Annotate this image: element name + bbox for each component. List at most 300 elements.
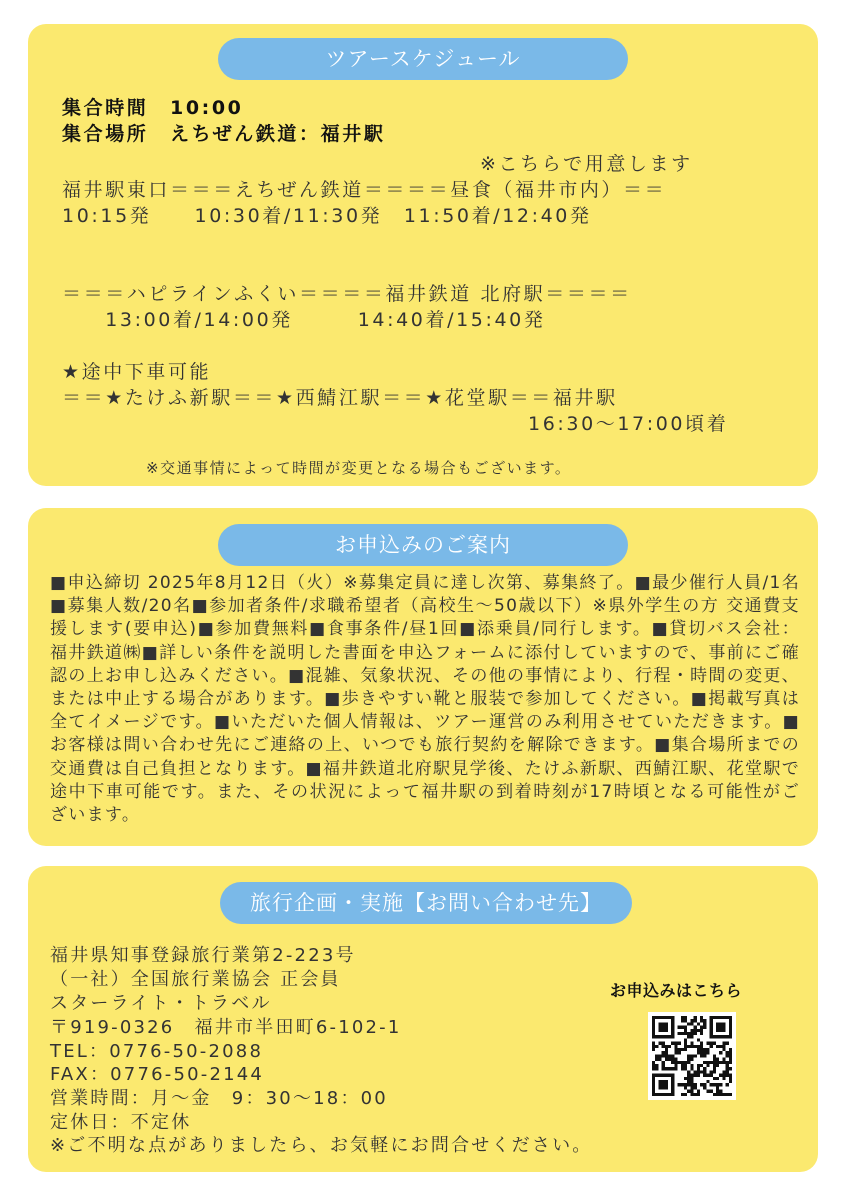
qr-module xyxy=(662,1022,665,1025)
qr-module xyxy=(668,1074,671,1077)
qr-module xyxy=(729,1077,732,1080)
qr-module xyxy=(706,1064,709,1067)
qr-module xyxy=(726,1064,729,1067)
qr-module xyxy=(671,1067,674,1070)
qr-module xyxy=(729,1061,732,1064)
qr-module xyxy=(681,1032,684,1035)
qr-module xyxy=(703,1061,706,1064)
qr-module xyxy=(655,1054,658,1057)
qr-module xyxy=(690,1080,693,1083)
qr-module xyxy=(652,1090,655,1093)
qr-module xyxy=(652,1093,655,1096)
qr-code-graphic[interactable] xyxy=(652,1016,732,1096)
qr-module xyxy=(722,1074,725,1077)
qr-module xyxy=(652,1019,655,1022)
qr-module xyxy=(652,1074,655,1077)
qr-module xyxy=(662,1035,665,1038)
qr-module xyxy=(703,1019,706,1022)
qr-module xyxy=(719,1045,722,1048)
qr-module xyxy=(703,1054,706,1057)
qr-module xyxy=(665,1026,668,1029)
qr-module xyxy=(665,1093,668,1096)
contact-closed: 定休日：不定休 xyxy=(50,1112,192,1133)
qr-module xyxy=(700,1070,703,1073)
qr-module xyxy=(697,1064,700,1067)
qr-module xyxy=(652,1042,655,1045)
qr-module xyxy=(678,1042,681,1045)
qr-module xyxy=(684,1029,687,1032)
qr-module xyxy=(697,1070,700,1073)
qr-module xyxy=(722,1016,725,1019)
qr-module xyxy=(710,1045,713,1048)
qr-module xyxy=(684,1093,687,1096)
qr-module xyxy=(652,1064,655,1067)
route-segment-1: 福井駅東口＝＝＝えちぜん鉄道＝＝＝＝昼食（福井市内）＝＝ xyxy=(62,179,667,201)
qr-module xyxy=(710,1026,713,1029)
qr-module xyxy=(690,1032,693,1035)
qr-module xyxy=(684,1061,687,1064)
qr-module xyxy=(697,1045,700,1048)
qr-module xyxy=(722,1045,725,1048)
qr-module xyxy=(716,1058,719,1061)
qr-module xyxy=(684,1032,687,1035)
qr-module xyxy=(665,1058,668,1061)
qr-module xyxy=(710,1016,713,1019)
qr-module xyxy=(681,1016,684,1019)
qr-module xyxy=(662,1051,665,1054)
qr-module xyxy=(668,1035,671,1038)
qr-module xyxy=(719,1093,722,1096)
qr-module xyxy=(671,1074,674,1077)
qr-module xyxy=(681,1048,684,1051)
schedule-heading: ツアースケジュール xyxy=(218,38,628,80)
qr-module xyxy=(726,1083,729,1086)
qr-module xyxy=(652,1077,655,1080)
qr-module xyxy=(690,1074,693,1077)
qr-module xyxy=(658,1042,661,1045)
qr-module xyxy=(671,1026,674,1029)
contact-fax: FAX：0776-50-2144 xyxy=(50,1064,265,1085)
qr-module xyxy=(729,1080,732,1083)
qr-module xyxy=(722,1077,725,1080)
qr-module xyxy=(678,1083,681,1086)
qr-module xyxy=(719,1090,722,1093)
qr-module xyxy=(700,1048,703,1051)
qr-module xyxy=(674,1064,677,1067)
qr-module xyxy=(662,1061,665,1064)
qr-module xyxy=(700,1026,703,1029)
qr-module xyxy=(665,1035,668,1038)
qr-module xyxy=(694,1019,697,1022)
qr-module xyxy=(729,1016,732,1019)
qr-module xyxy=(726,1061,729,1064)
qr-module xyxy=(694,1083,697,1086)
contact-panel xyxy=(28,866,818,1172)
qr-module xyxy=(690,1067,693,1070)
qr-module xyxy=(658,1086,661,1089)
qr-module xyxy=(674,1042,677,1045)
qr-module xyxy=(729,1029,732,1032)
qr-module xyxy=(719,1074,722,1077)
qr-module xyxy=(697,1048,700,1051)
qr-module xyxy=(716,1064,719,1067)
qr-module xyxy=(655,1093,658,1096)
qr-module xyxy=(729,1093,732,1096)
qr-module xyxy=(710,1061,713,1064)
qr-module xyxy=(652,1029,655,1032)
qr-module xyxy=(729,1032,732,1035)
qr-module xyxy=(652,1083,655,1086)
qr-module xyxy=(687,1022,690,1025)
apply-label: お申込みはこちら xyxy=(610,981,743,1000)
qr-module xyxy=(668,1045,671,1048)
qr-module xyxy=(684,1083,687,1086)
qr-module xyxy=(658,1035,661,1038)
qr-module xyxy=(678,1032,681,1035)
qr-module xyxy=(687,1070,690,1073)
qr-module xyxy=(652,1086,655,1089)
qr-module xyxy=(652,1026,655,1029)
qr-module xyxy=(729,1067,732,1070)
qr-module xyxy=(703,1074,706,1077)
qr-module xyxy=(716,1083,719,1086)
meet-place: 集合場所 えちぜん鉄道：福井駅 xyxy=(62,123,386,145)
qr-module xyxy=(694,1026,697,1029)
qr-module xyxy=(713,1016,716,1019)
qr-module xyxy=(713,1093,716,1096)
qr-module xyxy=(687,1083,690,1086)
qr-module xyxy=(690,1086,693,1089)
qr-module xyxy=(710,1042,713,1045)
qr-module xyxy=(690,1093,693,1096)
qr-module xyxy=(700,1042,703,1045)
qr-module xyxy=(710,1083,713,1086)
qr-module xyxy=(674,1051,677,1054)
qr-module xyxy=(690,1058,693,1061)
qr-module xyxy=(678,1026,681,1029)
qr-module xyxy=(681,1061,684,1064)
qr-module xyxy=(652,1032,655,1035)
contact-company: スターライト・トラベル xyxy=(50,993,272,1014)
contact-note: ※ご不明な点がありましたら、お気軽にお問合せください。 xyxy=(50,1135,593,1156)
route-segment-2: ＝＝＝ハピラインふくい＝＝＝＝福井鉄道 北府駅＝＝＝＝ xyxy=(62,283,632,305)
qr-module xyxy=(729,1074,732,1077)
qr-module xyxy=(687,1061,690,1064)
qr-module xyxy=(681,1067,684,1070)
qr-module xyxy=(713,1035,716,1038)
qr-module xyxy=(684,1026,687,1029)
qr-module xyxy=(719,1029,722,1032)
qr-module xyxy=(662,1086,665,1089)
qr-module xyxy=(668,1058,671,1061)
qr-module xyxy=(700,1019,703,1022)
qr-module xyxy=(703,1086,706,1089)
qr-module xyxy=(713,1077,716,1080)
qr-module xyxy=(681,1083,684,1086)
qr-module xyxy=(706,1080,709,1083)
qr-module xyxy=(722,1042,725,1045)
qr-module xyxy=(700,1045,703,1048)
qr-module xyxy=(706,1090,709,1093)
qr-module xyxy=(716,1029,719,1032)
qr-module xyxy=(687,1090,690,1093)
qr-module xyxy=(703,1070,706,1073)
qr-module xyxy=(700,1054,703,1057)
qr-module xyxy=(662,1064,665,1067)
qr-module xyxy=(710,1035,713,1038)
qr-module xyxy=(655,1045,658,1048)
qr-module xyxy=(665,1080,668,1083)
qr-module xyxy=(719,1061,722,1064)
qr-module xyxy=(671,1083,674,1086)
qr-module xyxy=(684,1042,687,1045)
qr-module xyxy=(722,1022,725,1025)
qr-module xyxy=(658,1016,661,1019)
qr-module xyxy=(694,1054,697,1057)
qr-module xyxy=(694,1016,697,1019)
qr-module xyxy=(713,1070,716,1073)
qr-module xyxy=(697,1074,700,1077)
lunch-note: ※こちらで用意します xyxy=(480,153,693,175)
route-times-1: 10:15発 10:30着/11:30発 11:50着/12:40発 xyxy=(62,205,592,227)
contact-registration: 福井県知事登録旅行業第2-223号 xyxy=(50,945,356,966)
qr-module xyxy=(719,1022,722,1025)
qr-module xyxy=(658,1058,661,1061)
qr-module xyxy=(687,1074,690,1077)
qr-module xyxy=(694,1074,697,1077)
qr-module xyxy=(665,1016,668,1019)
qr-module xyxy=(700,1064,703,1067)
qr-module xyxy=(674,1045,677,1048)
qr-module xyxy=(700,1083,703,1086)
qr-module xyxy=(706,1048,709,1051)
qr-module xyxy=(671,1093,674,1096)
qr-module xyxy=(722,1026,725,1029)
qr-module xyxy=(706,1061,709,1064)
contact-hours: 営業時間：月〜金 9：30〜18：00 xyxy=(50,1088,388,1109)
qr-module xyxy=(658,1093,661,1096)
qr-module xyxy=(729,1051,732,1054)
qr-module xyxy=(671,1077,674,1080)
qr-module xyxy=(658,1080,661,1083)
qr-module xyxy=(726,1070,729,1073)
qr-module xyxy=(674,1048,677,1051)
qr-module xyxy=(722,1070,725,1073)
qr-module xyxy=(687,1045,690,1048)
qr-module xyxy=(713,1083,716,1086)
qr-module xyxy=(700,1032,703,1035)
qr-module xyxy=(658,1074,661,1077)
qr-module xyxy=(665,1086,668,1089)
qr-module xyxy=(655,1058,658,1061)
qr-module xyxy=(706,1042,709,1045)
qr-module xyxy=(652,1022,655,1025)
qr-module xyxy=(729,1058,732,1061)
qr-module xyxy=(713,1064,716,1067)
qr-module xyxy=(671,1054,674,1057)
schedule-panel xyxy=(28,24,818,486)
qr-module xyxy=(668,1067,671,1070)
qr-module xyxy=(716,1045,719,1048)
qr-module xyxy=(671,1032,674,1035)
qr-module xyxy=(710,1032,713,1035)
qr-module xyxy=(687,1054,690,1057)
qr-module xyxy=(713,1054,716,1057)
qr-module xyxy=(697,1051,700,1054)
qr-module xyxy=(690,1029,693,1032)
qr-module xyxy=(678,1048,681,1051)
qr-module xyxy=(671,1016,674,1019)
qr-module xyxy=(710,1022,713,1025)
qr-module xyxy=(706,1051,709,1054)
qr-module xyxy=(671,1029,674,1032)
qr-module xyxy=(713,1061,716,1064)
qr-module xyxy=(678,1061,681,1064)
qr-module xyxy=(652,1080,655,1083)
qr-module xyxy=(662,1054,665,1057)
qr-module xyxy=(729,1022,732,1025)
qr-module xyxy=(652,1045,655,1048)
qr-module xyxy=(722,1093,725,1096)
qr-module xyxy=(662,1045,665,1048)
qr-module xyxy=(690,1019,693,1022)
qr-module xyxy=(697,1029,700,1032)
qr-module xyxy=(690,1042,693,1045)
qr-module xyxy=(703,1022,706,1025)
qr-module xyxy=(684,1077,687,1080)
qr-module xyxy=(690,1064,693,1067)
qr-module xyxy=(722,1029,725,1032)
qr-module xyxy=(719,1035,722,1038)
qr-module xyxy=(703,1083,706,1086)
qr-module xyxy=(694,1029,697,1032)
schedule-footnote: ※交通事情によって時間が変更となる場合もございます。 xyxy=(146,459,572,477)
qr-module xyxy=(665,1067,668,1070)
qr-module xyxy=(671,1022,674,1025)
qr-module xyxy=(652,1035,655,1038)
qr-module xyxy=(729,1054,732,1057)
qr-module xyxy=(726,1054,729,1057)
qr-module xyxy=(694,1093,697,1096)
qr-module xyxy=(726,1016,729,1019)
qr-module xyxy=(662,1029,665,1032)
qr-module xyxy=(655,1074,658,1077)
qr-module xyxy=(655,1035,658,1038)
application-heading: お申込みのご案内 xyxy=(218,524,628,566)
qr-module xyxy=(665,1051,668,1054)
contact-heading: 旅行企画・実施【お問い合わせ先】 xyxy=(220,882,632,924)
qr-module xyxy=(652,1067,655,1070)
qr-module xyxy=(690,1090,693,1093)
qr-module xyxy=(719,1016,722,1019)
qr-module xyxy=(678,1051,681,1054)
stopover-label: ★途中下車可能 xyxy=(62,361,212,383)
application-body: ■申込締切 2025年8月12日（火）※募集定員に達し次第、募集終了。■最少催行人員/1名■募集人数/20名■参加者条件/求職希望者（高校生〜50歳以下）※県外学生の方 交通費支援します(要申込)■参加費無料■食事条件/昼1回■添乗員/同行します。■貸切バス会社：福井鉄道㈱■詳しい条件を説明した書面を申込フォームに添付していますので、事前にご確認の上お申し込みください。■混雑、気象状況、その他の事情により、行程・時間の変更、または中止する場合があります。■歩きやすい靴と服装で参加してください。■掲載写真は全てイメージです。■いただいた個人情報は、ツアー運営のみ利用させていただきます。■お客様は問い合わせ先にご連絡の上、いつでも旅行契約を解除できます。■集合場所までの交通費は自己負担となります。■福井鉄道北府駅見学後、たけふ新駅、西鯖江駅、花堂駅で途中下車可能です。また、その状況によって福井駅の到着時刻が17時頃となる可能性がございます。 xyxy=(50,573,800,826)
qr-module xyxy=(694,1086,697,1089)
qr-module xyxy=(722,1058,725,1061)
qr-module xyxy=(665,1022,668,1025)
qr-module xyxy=(722,1048,725,1051)
contact-address: 〒919-0326 福井市半田町6-102-1 xyxy=(50,1017,402,1038)
qr-module xyxy=(665,1054,668,1057)
qr-module xyxy=(684,1086,687,1089)
route-segment-3: ＝＝★たけふ新駅＝＝★西鯖江駅＝＝★花堂駅＝＝福井駅 xyxy=(62,387,618,409)
qr-code-icon[interactable] xyxy=(648,1012,736,1100)
qr-module xyxy=(703,1067,706,1070)
qr-module xyxy=(658,1029,661,1032)
qr-module xyxy=(665,1045,668,1048)
qr-module xyxy=(652,1061,655,1064)
qr-module xyxy=(719,1083,722,1086)
qr-module xyxy=(697,1090,700,1093)
qr-module xyxy=(658,1026,661,1029)
qr-module xyxy=(726,1074,729,1077)
route-times-2: 13:00着/14:00発 14:40着/15:40発 xyxy=(62,309,546,331)
qr-module xyxy=(697,1093,700,1096)
qr-module xyxy=(729,1048,732,1051)
qr-module xyxy=(671,1035,674,1038)
qr-module xyxy=(713,1067,716,1070)
qr-module xyxy=(716,1090,719,1093)
qr-module xyxy=(726,1067,729,1070)
qr-module xyxy=(662,1074,665,1077)
qr-module xyxy=(687,1032,690,1035)
qr-module xyxy=(710,1074,713,1077)
qr-module xyxy=(665,1048,668,1051)
qr-module xyxy=(668,1093,671,1096)
qr-module xyxy=(700,1016,703,1019)
qr-module xyxy=(674,1067,677,1070)
qr-module xyxy=(662,1067,665,1070)
qr-module xyxy=(700,1029,703,1032)
qr-module xyxy=(684,1019,687,1022)
qr-module xyxy=(684,1067,687,1070)
qr-module xyxy=(681,1019,684,1022)
qr-module xyxy=(729,1026,732,1029)
qr-module xyxy=(671,1061,674,1064)
qr-module xyxy=(713,1042,716,1045)
qr-module xyxy=(726,1051,729,1054)
qr-module xyxy=(681,1064,684,1067)
qr-module xyxy=(716,1077,719,1080)
qr-module xyxy=(729,1019,732,1022)
qr-module xyxy=(716,1026,719,1029)
qr-module xyxy=(684,1038,687,1041)
qr-module xyxy=(684,1048,687,1051)
qr-module xyxy=(671,1042,674,1045)
qr-module xyxy=(710,1029,713,1032)
qr-module xyxy=(716,1022,719,1025)
qr-module xyxy=(697,1022,700,1025)
qr-module xyxy=(674,1061,677,1064)
qr-module xyxy=(652,1048,655,1051)
qr-module xyxy=(716,1086,719,1089)
qr-module xyxy=(694,1070,697,1073)
contact-association: （一社）全国旅行業協会 正会員 xyxy=(50,969,341,990)
qr-module xyxy=(652,1016,655,1019)
qr-module xyxy=(716,1035,719,1038)
qr-module xyxy=(726,1093,729,1096)
qr-module xyxy=(694,1032,697,1035)
qr-module xyxy=(690,1077,693,1080)
qr-module xyxy=(716,1093,719,1096)
qr-module xyxy=(726,1042,729,1045)
qr-module xyxy=(690,1045,693,1048)
qr-module xyxy=(668,1016,671,1019)
qr-module xyxy=(719,1026,722,1029)
qr-module xyxy=(665,1074,668,1077)
qr-module xyxy=(690,1022,693,1025)
